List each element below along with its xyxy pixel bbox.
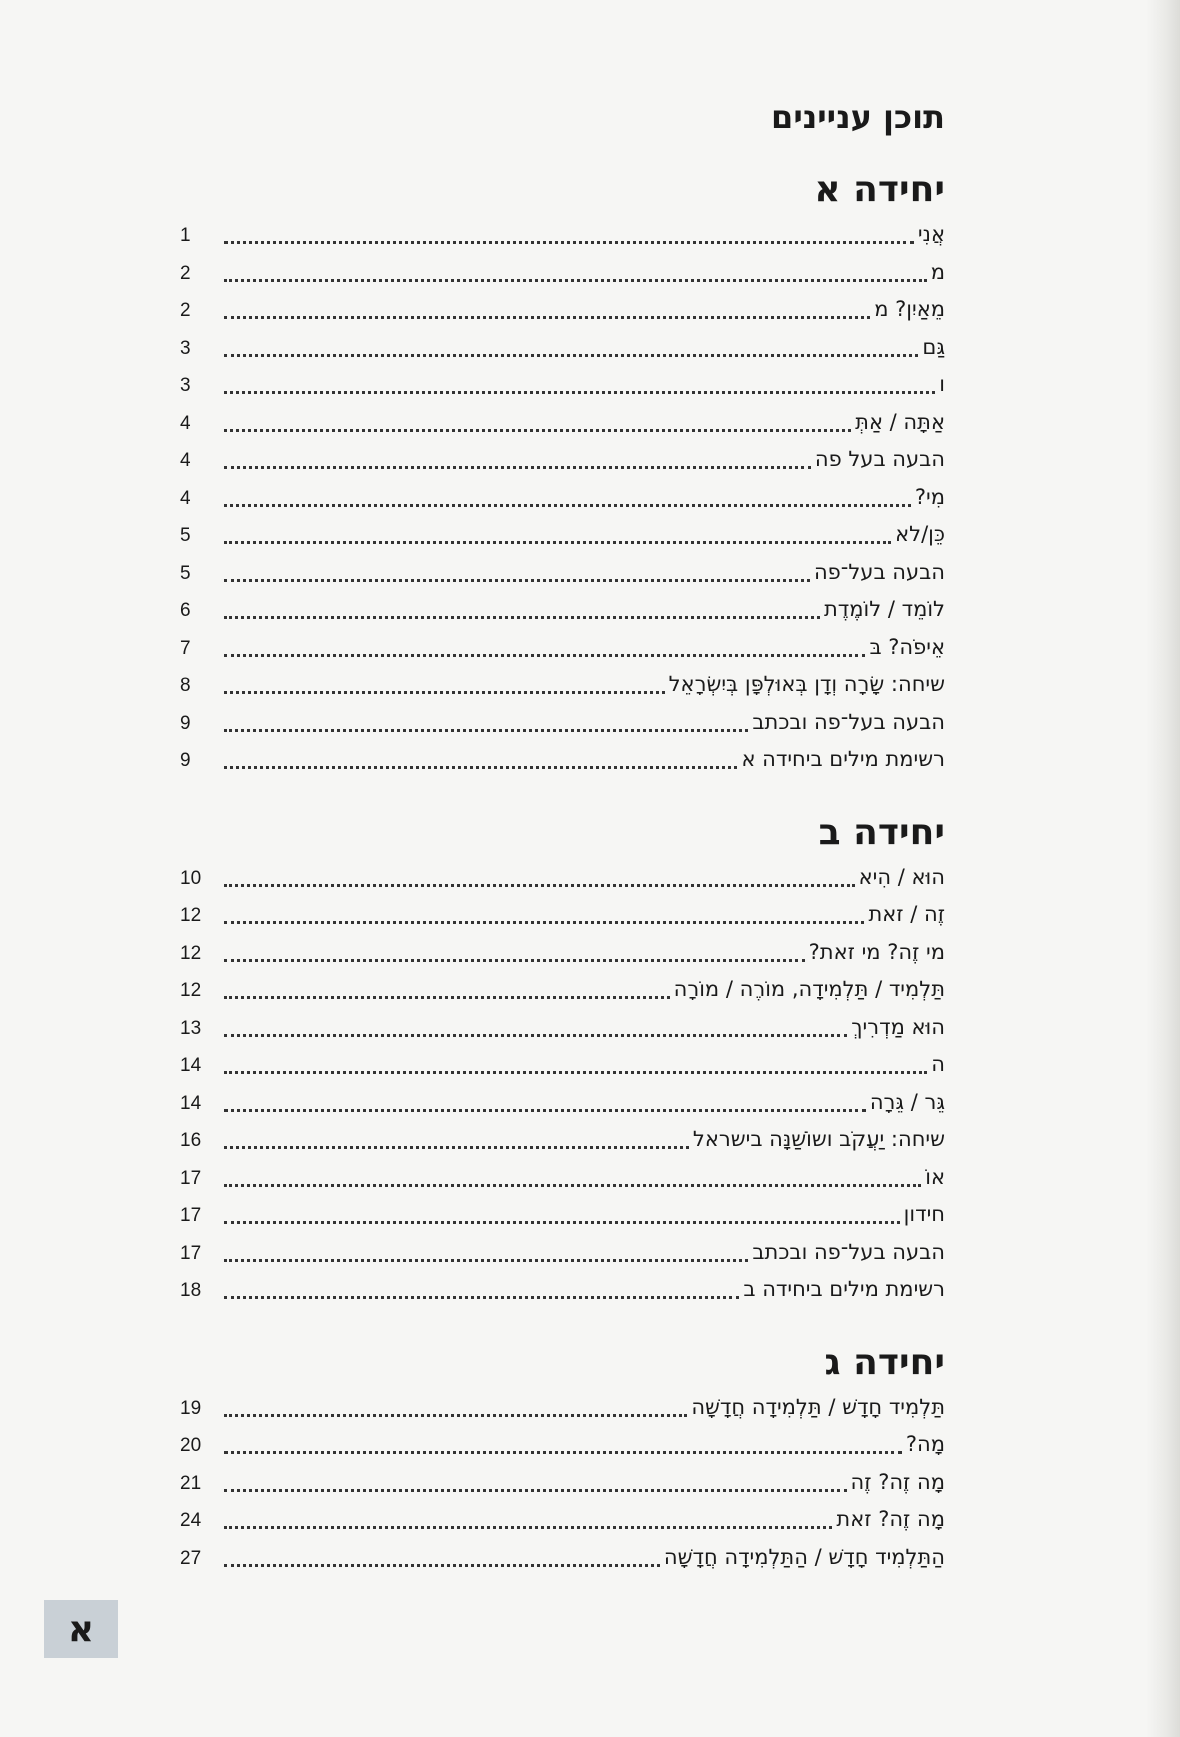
toc-entry-page: 20 [180,1435,202,1456]
toc-entry-page: 5 [180,525,191,546]
toc-entry-page: 1 [180,225,191,246]
toc-entry-label: מי זֶה? מי זאת? [808,939,945,964]
toc-entry[interactable] [180,479,945,517]
toc-entry[interactable] [180,1084,945,1122]
toc-entry-label: מֵאַיִן? מ [874,297,945,321]
toc-entry[interactable] [180,366,945,404]
toc-units [180,164,945,1576]
toc-leader-dots [224,1451,902,1454]
toc-entry[interactable] [180,1159,945,1197]
toc-entry-page: 24 [180,1510,202,1531]
toc-entry[interactable] [180,1009,945,1047]
toc-entry-page: 5 [180,562,191,584]
toc-entry-label: הבעה בעל־פה [813,559,945,584]
toc-leader-dots [224,1221,900,1224]
toc-leader-dots [224,1259,748,1262]
toc-entry-label: אַתָּה / אַתְּ [855,409,945,434]
toc-unit [180,807,945,1309]
toc-entry-page: 4 [180,487,191,509]
toc-leader-dots [224,316,870,319]
toc-entry-page: 27 [180,1547,202,1569]
toc-entry-label: מ [930,259,945,284]
toc-leader-dots [224,729,748,732]
toc-entry[interactable] [180,254,945,292]
toc-entry-label: גַּם [922,334,945,359]
toc-entry-label: גֵּר / גֵּרָה [869,1089,945,1114]
toc-leader-dots [224,616,820,619]
toc-entry-page: 17 [180,1205,202,1226]
toc-entry-label: חידון [903,1202,945,1226]
toc-entry[interactable] [180,329,945,367]
toc-entry[interactable] [180,741,945,779]
toc-entry-label: תַּלְמִיד חָדָשׁ / תַּלְמִידָה חֲדָשָׁה [691,1394,945,1419]
toc-leader-dots [224,1109,866,1112]
toc-entry-page: 19 [180,1397,202,1419]
toc-entry-label: אוֹ [925,1164,945,1189]
toc-entry-label: הוּא מַדְרִיךְ [851,1014,945,1039]
page-edge [1146,0,1180,1737]
toc-entry-page: 4 [180,450,191,471]
toc-entry-page: 14 [180,1055,202,1076]
toc-entry-page: 3 [180,375,191,396]
toc-entry-label: מִי? [914,484,945,509]
toc-entry[interactable] [180,859,945,897]
toc-leader-dots [224,1296,739,1299]
toc-leader-dots [224,1071,927,1074]
toc-entry-label: אֲנִי [917,222,945,246]
toc-leader-dots [224,1034,847,1037]
toc-entry-page: 6 [180,600,191,621]
toc-entry[interactable] [180,934,945,972]
toc-entry-page: 7 [180,637,191,659]
toc-entry[interactable] [180,516,945,554]
toc-entry-page: 4 [180,412,191,434]
page-number-label: א [67,1608,95,1650]
toc-entry[interactable] [180,1121,945,1159]
toc-entry-page: 17 [180,1242,202,1264]
toc-entry-label: רשימת מילים ביחידה ב [743,1277,945,1301]
toc-entry[interactable] [180,1196,945,1234]
toc-leader-dots [224,541,891,544]
toc-entry[interactable] [180,896,945,934]
toc-entry-page: 21 [180,1472,202,1494]
toc-entry-label: אֵיפֹה? בּ [869,634,945,659]
toc-leader-dots [224,1184,921,1187]
unit-title: יחידה ג [824,1341,945,1383]
toc-entry-label: תַּלְמִיד / תַּלְמִידָה, מוֹרֶה / מוֹרָה [673,977,945,1001]
toc-entry-page: 2 [180,300,191,321]
toc-leader-dots [224,996,670,999]
toc-leader-dots [224,279,927,282]
toc-entry[interactable] [180,1501,945,1539]
toc-entry-page: 17 [180,1167,202,1189]
unit-title: יחידה א [814,169,945,210]
toc-leader-dots [224,354,918,357]
toc-entry[interactable] [180,666,945,704]
table-of-contents [180,92,945,1576]
toc-entry-label: מָה זֶה? זאת [836,1507,945,1531]
toc-entry-page: 9 [180,750,191,771]
toc-entry-label: ו [939,372,945,396]
toc-leader-dots [224,1489,847,1492]
toc-unit [180,1337,945,1577]
toc-entry-label: זֶה / זאת [868,902,945,926]
toc-entry[interactable] [180,971,945,1009]
toc-leader-dots [224,1526,832,1529]
toc-entry-label: הבעה בעל־פה ובכתב [752,1239,945,1264]
toc-leader-dots [224,1414,687,1417]
toc-leader-dots [224,579,810,582]
toc-entry[interactable] [180,1426,945,1464]
toc-entry[interactable] [180,216,945,254]
toc-entry[interactable] [180,591,945,629]
toc-leader-dots [224,959,805,962]
toc-entry[interactable] [180,704,945,742]
toc-leader-dots [224,391,935,394]
toc-entry-page: 12 [180,905,202,926]
toc-entry-label: ה [931,1052,945,1076]
toc-leader-dots [224,466,811,469]
toc-entry-page: 2 [180,262,191,284]
toc-entry-page: 13 [180,1017,202,1039]
toc-title: תוכן עניינים [771,98,945,136]
toc-entry-label: מָה זֶה? זֶה [850,1469,945,1494]
unit-title: יחידה ב [818,811,945,853]
toc-leader-dots [224,429,851,432]
toc-leader-dots [224,654,865,657]
toc-entry[interactable] [180,1271,945,1309]
toc-leader-dots [224,241,914,244]
toc-entry[interactable] [180,629,945,667]
toc-entry-label: הבעה בעל־פה ובכתב [752,709,945,734]
toc-entry-label: לוֹמֵד / לוֹמֶדֶת [824,597,945,621]
toc-entry-page: 16 [180,1130,202,1151]
toc-entry[interactable] [180,1234,945,1272]
toc-entry-page: 3 [180,337,191,359]
toc-entry-label: שיחה: שָׂרָה וְדָן בְּאוּלְפָּן בְּיִשְׂרָאֵל [668,672,945,696]
toc-entry-label: הבעה בעל פה [814,447,945,471]
toc-entry-label: שיחה: יַעֲקֹב ושוֹשַׁנָּה בישראל [692,1127,945,1151]
toc-leader-dots [224,1564,660,1567]
toc-entry-label: הַתַּלְמִיד חָדָשׁ / הַתַּלְמִידָה חֲדָשָׁה [663,1544,945,1569]
toc-entry[interactable] [180,291,945,329]
toc-leader-dots [224,504,911,507]
toc-entry-label: כֵּן/לא [895,522,945,546]
toc-leader-dots [224,766,737,769]
toc-entry-page: 9 [180,712,191,734]
toc-entry-page: 10 [180,867,202,889]
toc-entry-page: 12 [180,980,202,1001]
toc-leader-dots [224,921,864,924]
toc-entry-label: הוּא / הִיא [858,864,945,889]
toc-entry[interactable] [180,1539,945,1577]
toc-entry-label: רשימת מילים ביחידה א [741,747,945,771]
toc-entry[interactable] [180,1464,945,1502]
toc-entry-page: 14 [180,1092,202,1114]
toc-entry-label: מָה? [905,1432,945,1456]
toc-entry[interactable] [180,554,945,592]
toc-entry-page: 8 [180,675,191,696]
toc-entry-page: 12 [180,942,202,964]
toc-leader-dots [224,884,855,887]
toc-entry[interactable] [180,441,945,479]
toc-entry-page: 18 [180,1280,202,1301]
toc-entry[interactable] [180,404,945,442]
toc-entry[interactable] [180,1389,945,1427]
toc-leader-dots [224,691,665,694]
toc-leader-dots [224,1146,689,1149]
toc-unit [180,164,945,779]
toc-entry[interactable] [180,1046,945,1084]
page-number [44,1600,118,1658]
